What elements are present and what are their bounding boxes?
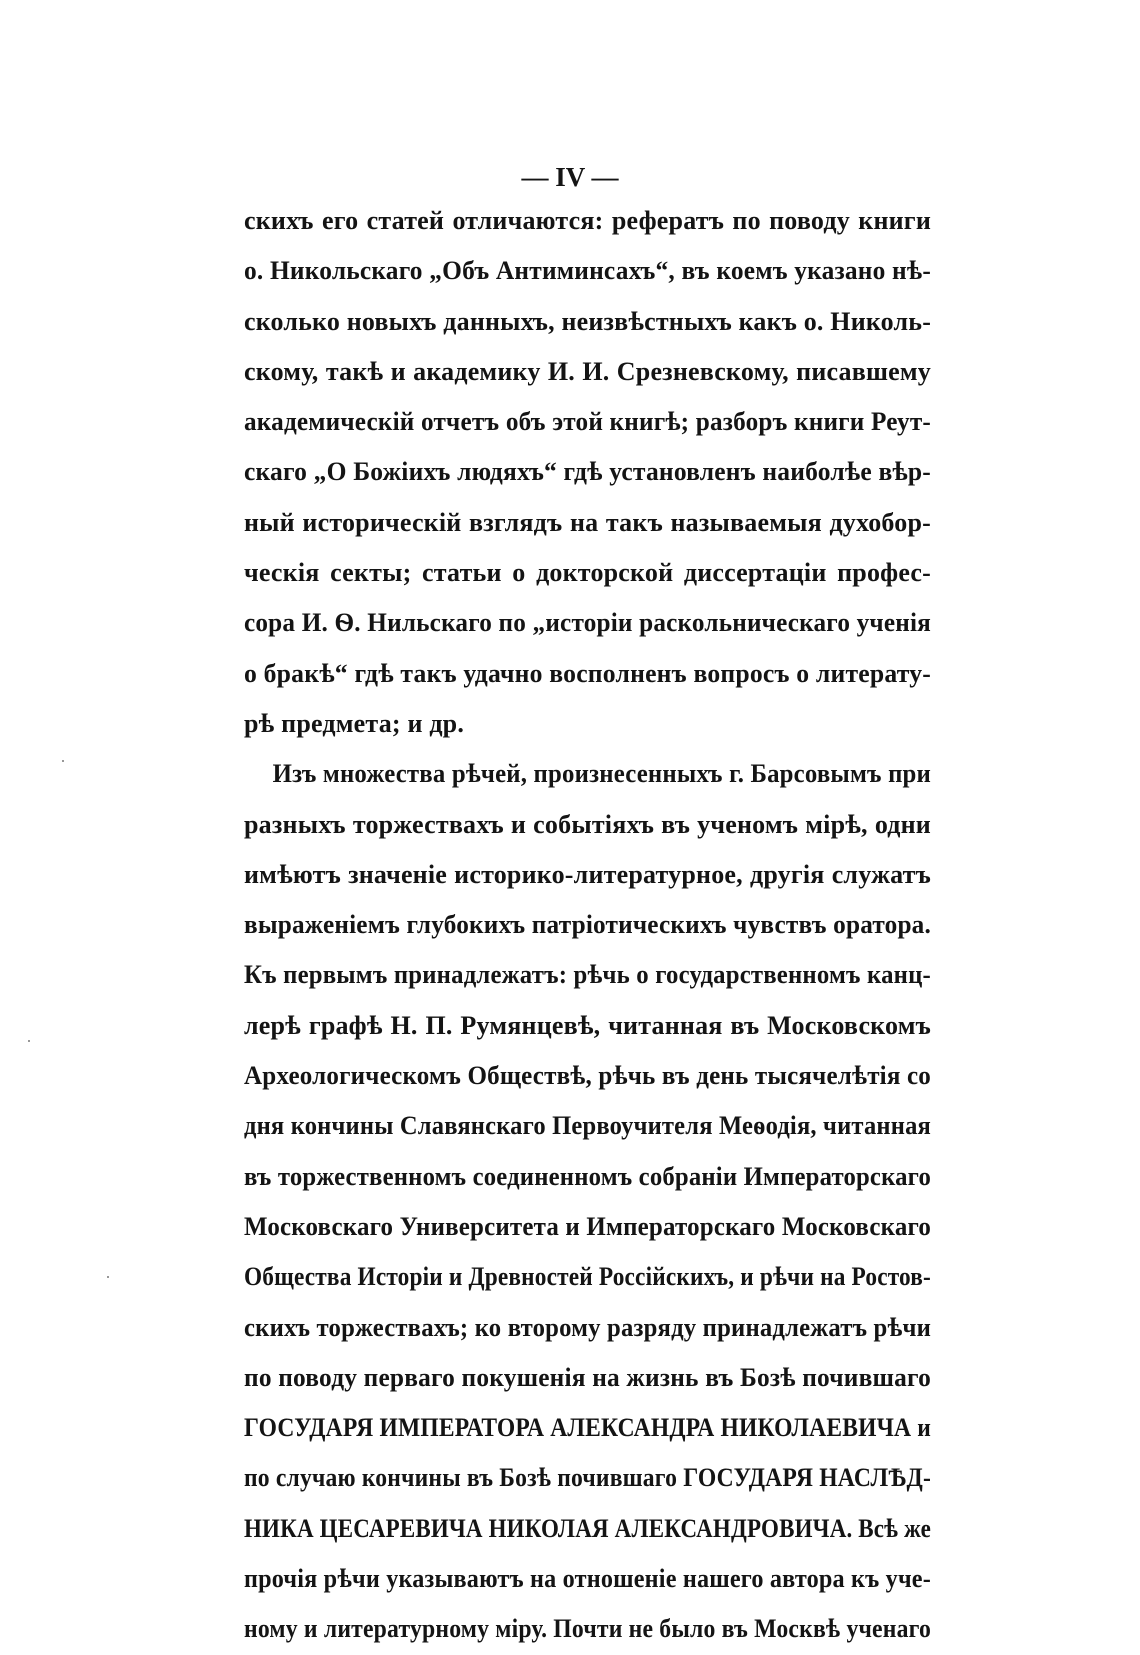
- text-line: дня кончины Славянскаго Первоучителя Меѳодія, читанная: [244, 1111, 932, 1141]
- body-text: [244, 196, 931, 1655]
- text-line: сколько новыхъ данныхъ, неизвѣстныхъ какъ о. Николь-: [244, 306, 932, 336]
- text-line: о бракѣ“ гдѣ такъ удачно восполненъ вопросъ о литерату-: [244, 658, 932, 688]
- text-line: сора И. Ѳ. Нильскаго по „исторіи раскольническаго ученія: [244, 608, 931, 638]
- text-line: ческія секты; статьи о докторской диссертаціи профес-: [244, 558, 931, 588]
- text-line: Общества Исторіи и Древностей Россійскихъ, и рѣчи на Ростов-: [244, 1262, 932, 1292]
- text-line: ГОСУДАРЯ ИМПЕРАТОРА АЛЕКСАНДРА НИКОЛАЕВИЧА и: [244, 1413, 932, 1443]
- text-line: скихъ торжествахъ; ко второму разряду принадлежатъ рѣчи: [244, 1312, 932, 1342]
- text-line: академическій отчетъ объ этой книгѣ; разборъ книги Реут-: [244, 407, 932, 437]
- text-line: скаго „О Божіихъ людяхъ“ гдѣ установленъ наиболѣе вѣр-: [244, 457, 932, 487]
- scan-speck: [107, 1276, 109, 1278]
- text-line: скому, такѣ и академику И. И. Срезневскому, писавшему: [244, 356, 931, 386]
- text-line: по случаю кончины въ Бозѣ почившаго ГОСУДАРЯ НАСЛѢД-: [244, 1463, 931, 1493]
- text-line: НИКА ЦЕСАРЕВИЧА НИКОЛАЯ АЛЕКСАНДРОВИЧА. Всѣ же: [244, 1513, 931, 1543]
- text-line: лерѣ графѣ Н. П. Румянцевѣ, читанная въ Московскомъ: [244, 1010, 931, 1040]
- text-line: Археологическомъ Обществѣ, рѣчь въ день тысячелѣтія со: [244, 1061, 932, 1091]
- paragraph-start-line: Изъ множества рѣчей, произнесенныхъ г. Барсовымъ при: [272, 759, 932, 789]
- text-line: выраженіемъ глубокихъ патріотическихъ чувствъ оратора.: [244, 910, 932, 940]
- scan-speck: [62, 760, 64, 762]
- text-line: имѣютъ значеніе историко-литературное, другія служатъ: [244, 859, 931, 889]
- text-line: по поводу перваго покушенія на жизнь въ Бозѣ почившаго: [244, 1362, 931, 1392]
- text-line: ному и литературному міру. Почти не было въ Москвѣ ученаго: [244, 1614, 931, 1644]
- scan-speck: [28, 1040, 30, 1042]
- text-line: рѣ предмета; и др.: [244, 708, 465, 738]
- text-line: ный историческій взглядъ на такъ называемыя духобор-: [244, 507, 931, 537]
- text-line: разныхъ торжествахъ и событіяхъ въ ученомъ мірѣ, одни: [244, 809, 931, 839]
- text-line: Къ первымъ принадлежатъ: рѣчь о государственномъ канц-: [244, 960, 931, 990]
- text-line: въ торжественномъ соединенномъ собраніи Императорскаго: [244, 1161, 932, 1191]
- text-line: Московскаго Университета и Императорскаго Московскаго: [244, 1211, 932, 1241]
- text-line: о. Никольскаго „Объ Антиминсахъ“, въ коемъ указано нѣ-: [244, 256, 931, 286]
- text-line: скихъ его статей отличаются: рефератъ по поводу книги: [244, 206, 931, 235]
- page-number: — IV —: [521, 162, 619, 192]
- text-line: прочія рѣчи указываютъ на отношеніе нашего автора къ уче-: [244, 1564, 931, 1594]
